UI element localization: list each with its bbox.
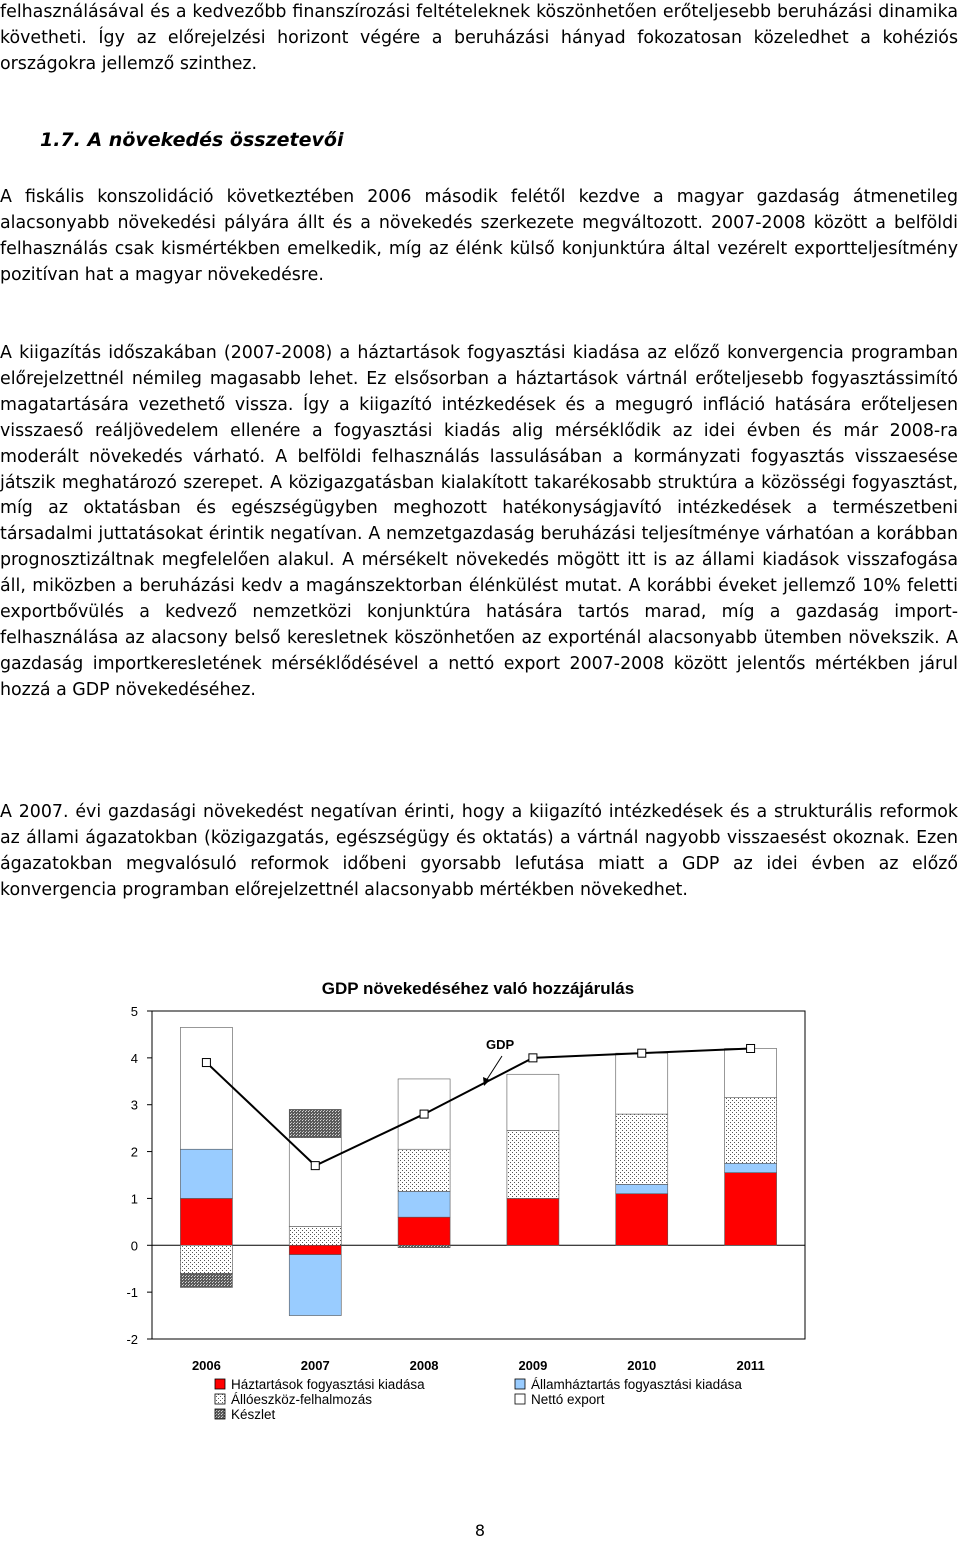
gdp-marker	[747, 1044, 755, 1052]
bar-segment	[616, 1114, 668, 1184]
bar-segment	[616, 1184, 668, 1193]
bar-segment	[289, 1245, 341, 1254]
x-tick-label: 2009	[518, 1358, 548, 1373]
bar-segment	[398, 1149, 450, 1191]
gdp-line	[206, 1048, 750, 1165]
legend-swatch	[215, 1409, 225, 1419]
y-tick-label: 5	[130, 1004, 138, 1019]
bar-segment	[398, 1217, 450, 1245]
legend-swatch	[215, 1379, 225, 1389]
x-tick-label: 2011	[736, 1358, 765, 1373]
bar-segment	[507, 1130, 559, 1198]
bar-segment	[616, 1053, 668, 1114]
bar-segment	[725, 1048, 777, 1097]
section-heading: 1.7. A növekedés összetevői	[40, 129, 344, 151]
chart-title: GDP növekedéséhez való hozzájárulás	[321, 979, 635, 998]
plot-area	[152, 1011, 805, 1339]
bar-segment	[725, 1173, 777, 1246]
legend-swatch	[515, 1379, 525, 1389]
y-tick-label: 0	[130, 1238, 138, 1254]
bar-segment	[289, 1227, 341, 1246]
x-tick-label: 2006	[191, 1358, 221, 1373]
y-tick-label: -2	[126, 1332, 138, 1347]
page-number: 8	[474, 1521, 486, 1540]
x-tick-label: 2007	[300, 1358, 330, 1373]
legend-label: Nettó export	[531, 1392, 605, 1407]
bar-segment	[398, 1245, 450, 1247]
y-tick-label: 1	[130, 1191, 138, 1207]
legend-label: Készlet	[231, 1407, 276, 1422]
bar-segment	[180, 1027, 232, 1149]
y-tick-label: 2	[130, 1144, 138, 1160]
y-tick-label: -1	[126, 1285, 138, 1301]
x-tick-label: 2010	[627, 1358, 657, 1373]
gdp-annotation: GDP	[486, 1037, 515, 1052]
y-tick-label: 3	[130, 1097, 138, 1113]
gdp-marker	[638, 1049, 646, 1057]
bar-segment	[180, 1149, 232, 1198]
paragraph-3: A 2007. évi gazdasági növekedést negatívan érinti, hogy a kiigazító intézkedések és a strukturális reformok az állami ágazatokban (közigazgatás, egészségügy és oktatás) a vártnál nagyobb visszaesést okoznak. Ezen ágazatokban megvalósuló reformok időbeni gyorsabb lefutása miatt a GDP az idei évben az előző konvergencia programban előrejelzettnél alacsonyabb mértékben növekedhet.	[0, 802, 958, 900]
paragraph-1: A fiskális konszolidáció következtében 2006 második felétől kezdve a magyar gazdaság átmenetileg alacsonyabb növekedési pályára állt és a növekedés szerkezete megváltozott. 2007-2008 között a belföldi felhasználás csak kismértékben emelkedik, míg az élénk külső konjunktúra által vezérelt exportteljesítmény pozitívan hat a magyar növekedésre.	[0, 187, 958, 285]
legend-label: Államháztartás fogyasztási kiadása	[531, 1377, 742, 1392]
bar-segment	[725, 1098, 777, 1164]
gdp-marker	[311, 1162, 319, 1170]
bar-segment	[507, 1074, 559, 1130]
bar-segment	[398, 1191, 450, 1217]
bar-segment	[289, 1109, 341, 1137]
bar-segment	[180, 1245, 232, 1273]
bar-segment	[507, 1198, 559, 1245]
bar-segment	[289, 1138, 341, 1227]
gdp-marker	[420, 1110, 428, 1118]
y-tick-label: 4	[130, 1050, 138, 1066]
legend-label: Állóeszköz-felhalmozás	[231, 1392, 373, 1407]
paragraph-2: A kiigazítás időszakában (2007-2008) a háztartások fogyasztási kiadása az előző konvergencia programban előrejelzettnél némileg magasabb lehet. Ez elsősorban a háztartások vártnál erőteljesebb fogyasztássimító magatartására vezethető vissza. Így a kiigazító intézkedések és a megugró infláció hatására erőteljesen visszaeső reáljövedelem ellenére a fogyasztási kiadás alig mérséklődik az idei évben és már 2008-ra moderált növekedés várható. A belföldi felhasználás lassulásában a kormányzati fogyasztás visszaesése játszik meghatározó szerepet. A közigazgatásban kialakított takarékosabb struktúra a közösségi fogyasztást, míg az oktatásban és egészségügyben meghozott hatékonyságjavító intézkedések a természetbeni társadalmi juttatásokat érintik negatívan. A nemzetgazdaság beruházási teljesítménye várhatóan a korábban prognosztizáltnak megfelelően alakul. A mérsékelt növekedés mögött itt is az állami kiadások visszafogása áll, miközben a beruházási kedv a magánszektorban élénkülést mutat. A korábbi éveket jellemző 10% feletti exportbővülés a kedvező nemzetközi konjunktúra hatására tartós marad, míg a gazdaság import-felhasználása az alacsony belső keresletnek köszönhetően az exporténál alacsonyabb ütemben növekszik. A gazdaság importkeresletének mérséklődésével a nettó export 2007-2008 között jelentős mértékben járul hozzá a GDP növekedéséhez.	[0, 343, 958, 700]
gdp-marker	[529, 1054, 537, 1062]
gdp-marker	[202, 1059, 210, 1067]
legend-swatch	[215, 1394, 225, 1404]
bar-segment	[725, 1163, 777, 1172]
bar-segment	[616, 1194, 668, 1246]
legend-swatch	[515, 1394, 525, 1404]
x-tick-label: 2008	[409, 1358, 439, 1373]
bar-segment	[289, 1255, 341, 1316]
gdp-contribution-chart	[0, 960, 960, 1440]
legend-label: Háztartások fogyasztási kiadása	[231, 1377, 425, 1392]
intro-paragraph: felhasználásával és a kedvezőbb finanszírozási feltételeknek köszönhetően erőteljesebb beruházási dinamika követheti. Így az előrejelzési horizont végére a beruházási hányad fokozatosan közeledhet a kohéziós országokra jellemző szinthez.	[0, 2, 958, 74]
bar-segment	[180, 1198, 232, 1245]
bar-segment	[180, 1273, 232, 1287]
